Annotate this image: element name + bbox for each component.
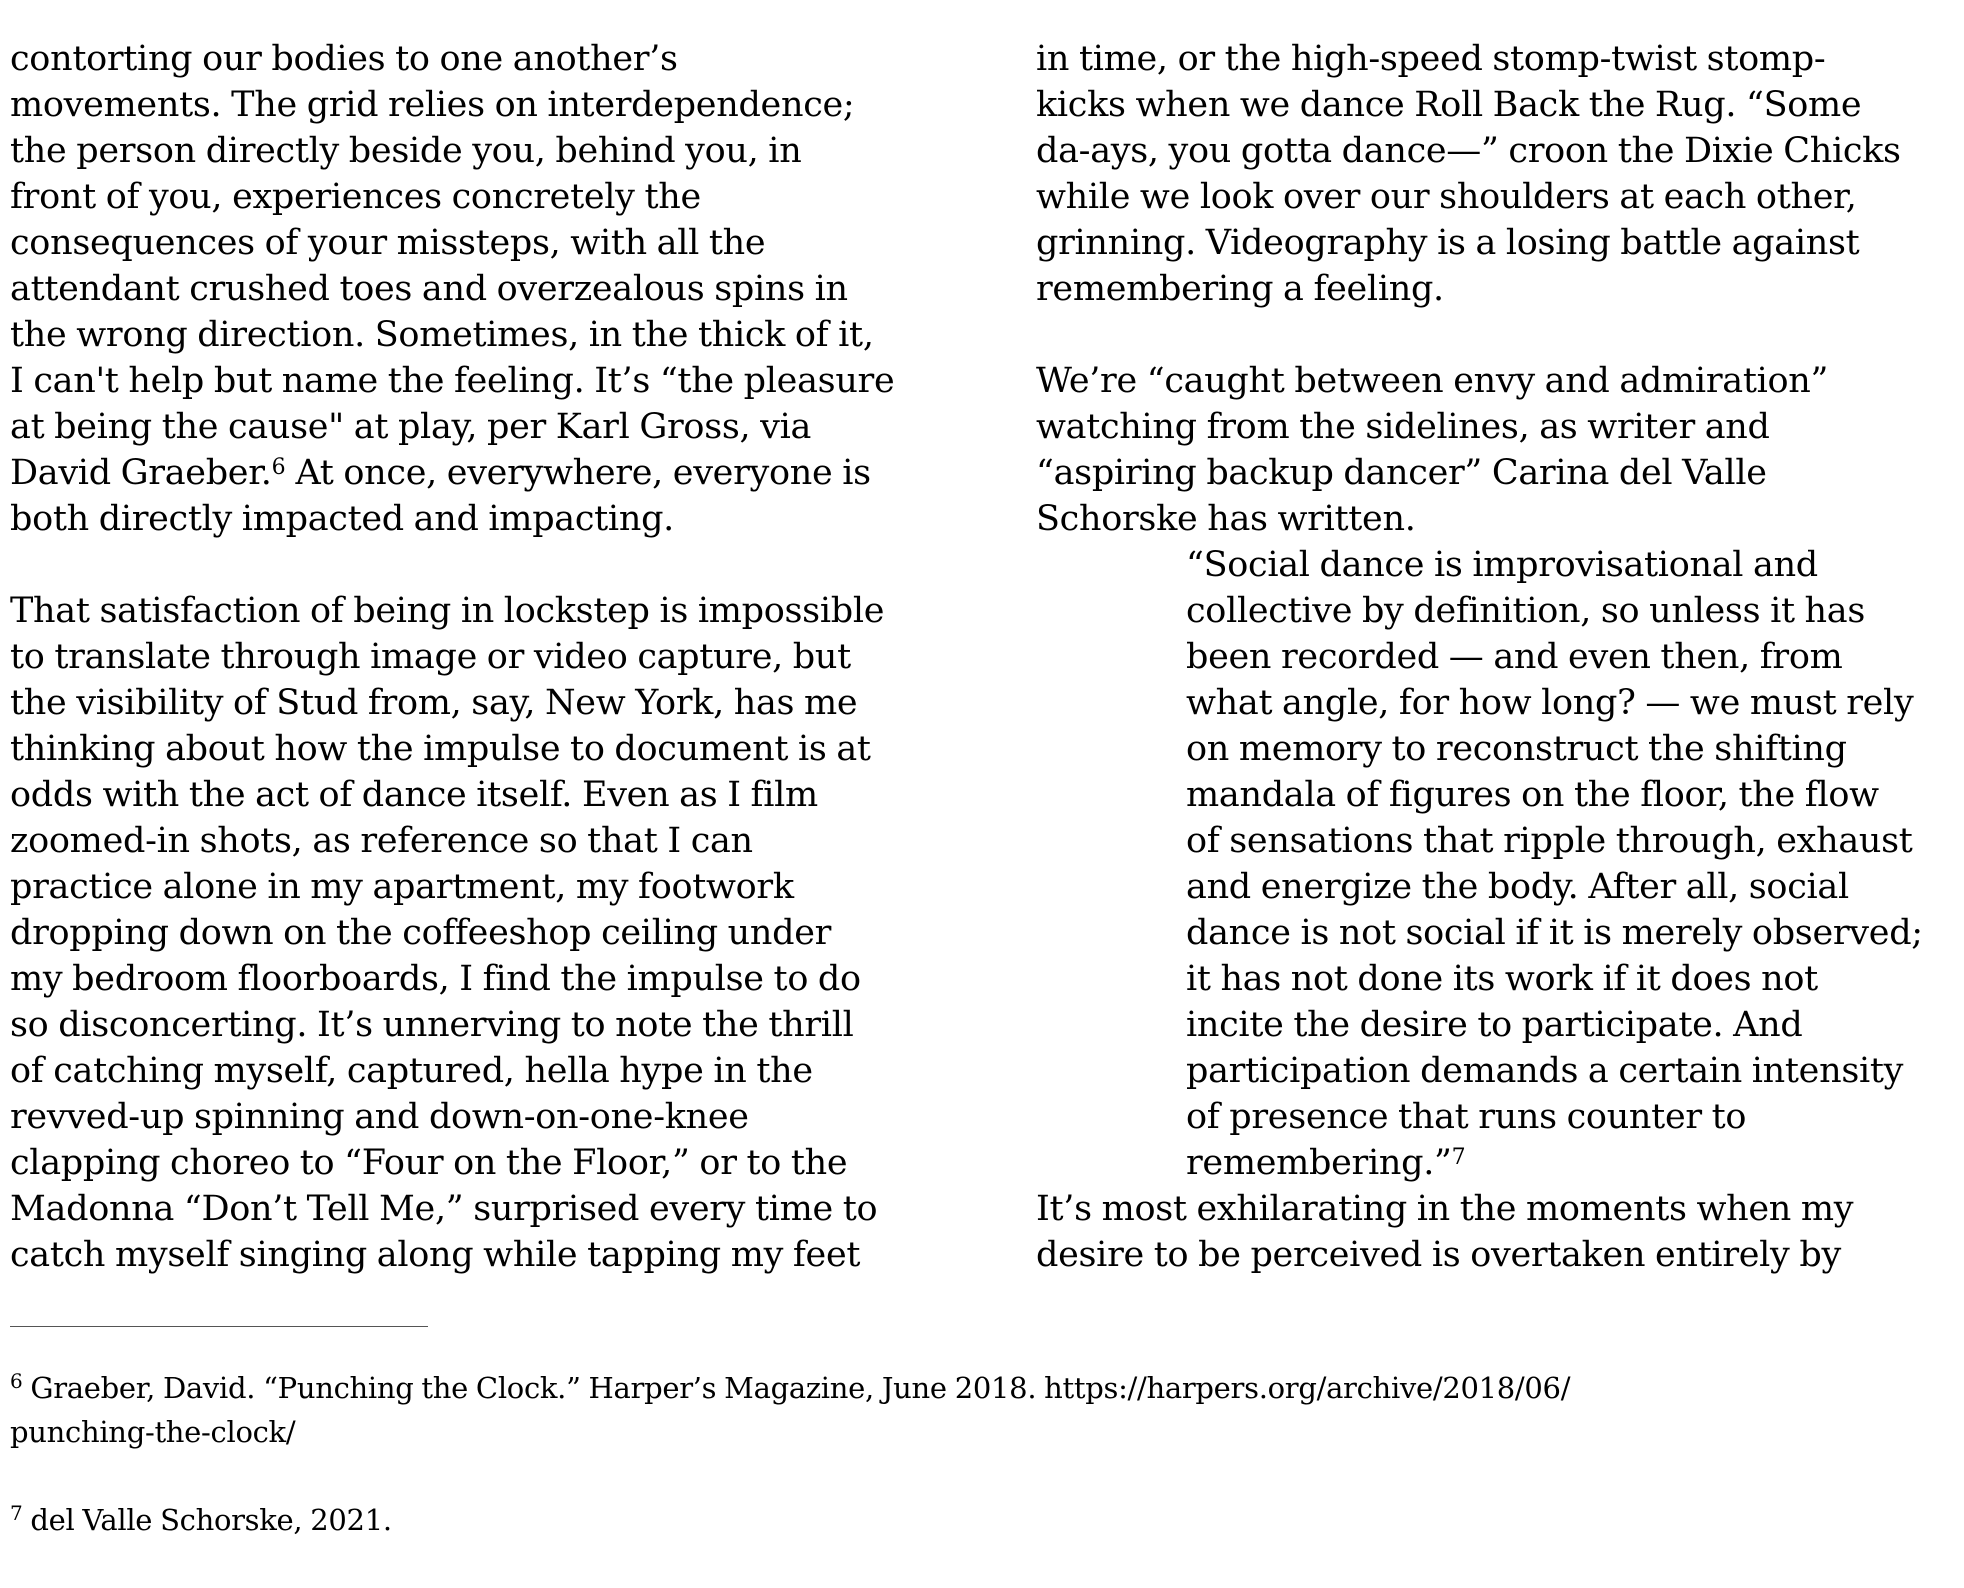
footnote-mark: 6 (10, 1369, 23, 1393)
text-line: my bedroom floorboards, I find the impulse to do (10, 959, 861, 999)
footnote-7 (10, 1498, 1950, 1542)
quote-line: mandala of figures on the floor, the flow (1186, 775, 1879, 815)
text-line: It’s most exhilarating in the moments when my (1036, 1189, 1854, 1229)
text-line: front of you, experiences concretely the (10, 177, 701, 217)
paragraph-exhilarating (1036, 1186, 1956, 1278)
text-line: movements. The grid relies on interdependence; (10, 85, 855, 125)
right-column (1036, 36, 1956, 1278)
text-line: kicks when we dance Roll Back the Rug. “Some (1036, 85, 1862, 125)
footnote-mark: 7 (10, 1501, 23, 1525)
text-line: Schorske has written. (1036, 499, 1416, 539)
text-line: so disconcerting. It’s unnerving to note the thrill (10, 1005, 854, 1045)
text-line-with-footnote (10, 450, 945, 496)
text-segment: At once, everywhere, everyone is (285, 453, 871, 493)
quote-line: been recorded — and even then, from (1186, 637, 1843, 677)
text-line: zoomed-in shots, as reference so that I can (10, 821, 753, 861)
footnote-divider (10, 1326, 428, 1327)
text-line: Madonna “Don’t Tell Me,” surprised every time to (10, 1189, 878, 1229)
quote-line: of sensations that ripple through, exhaust (1186, 821, 1913, 861)
text-line: odds with the act of dance itself. Even as I film (10, 775, 818, 815)
text-line: of catching myself, captured, hella hype in the (10, 1051, 813, 1091)
paragraph-envy-admiration (1036, 358, 1956, 542)
quote-line: participation demands a certain intensity (1186, 1051, 1904, 1091)
quote-line: of presence that runs counter to (1186, 1097, 1747, 1137)
quote-line: on memory to reconstruct the shifting (1186, 729, 1847, 769)
paragraph-videography (1036, 36, 1956, 312)
text-line: the visibility of Stud from, say, New York, has me (10, 683, 858, 723)
text-line: We’re “caught between envy and admiration” (1036, 361, 1829, 401)
quote-line-with-footnote (1186, 1140, 1956, 1186)
text-segment: remembering.” (1186, 1143, 1452, 1183)
footnote-text: Graeber, David. “Punching the Clock.” Harper’s Magazine, June 2018. https://harpers.org/archive/2018/06/ (22, 1371, 1571, 1405)
quote-line: dance is not social if it is merely observed; (1186, 913, 1923, 953)
footnote-text: del Valle Schorske, 2021. (22, 1503, 392, 1537)
text-line: practice alone in my apartment, my footwork (10, 867, 794, 907)
quote-line: what angle, for how long? — we must rely (1186, 683, 1914, 723)
text-line: da-ays, you gotta dance—” croon the Dixie Chicks (1036, 131, 1901, 171)
paragraph-grid-interdependence (10, 36, 945, 542)
left-column (10, 36, 945, 1278)
text-line: grinning. Videography is a losing battle against (1036, 223, 1860, 263)
quote-line: incite the desire to participate. And (1186, 1005, 1803, 1045)
text-line: at being the cause" at play, per Karl Gross, via (10, 407, 812, 447)
block-quote (1036, 542, 1956, 1186)
quote-line: it has not done its work if it does not (1186, 959, 1818, 999)
footnote-line: punching-the-clock/ (10, 1415, 296, 1449)
text-line: catch myself singing along while tapping my feet (10, 1235, 861, 1275)
text-line: both directly impacted and impacting. (10, 499, 674, 539)
text-line: consequences of your missteps, with all the (10, 223, 766, 263)
text-line: attendant crushed toes and overzealous spins in (10, 269, 848, 309)
text-line: to translate through image or video capture, but (10, 637, 851, 677)
text-line: I can't help but name the feeling. It’s “the pleasure (10, 361, 895, 401)
text-line: “aspiring backup dancer” Carina del Valle (1036, 453, 1767, 493)
text-line: the person directly beside you, behind you, in (10, 131, 802, 171)
text-line: in time, or the high-speed stomp-twist stomp- (1036, 39, 1826, 79)
text-line: clapping choreo to “Four on the Floor,” or to the (10, 1143, 848, 1183)
footnotes-section (10, 1366, 1950, 1542)
text-line: watching from the sidelines, as writer and (1036, 407, 1770, 447)
footnote-reference-7[interactable]: 7 (1451, 1145, 1466, 1170)
quote-line: and energize the body. After all, social (1186, 867, 1849, 907)
footnote-line (10, 1498, 1950, 1542)
text-line: remembering a feeling. (1036, 269, 1444, 309)
quote-line: “Social dance is improvisational and (1186, 545, 1818, 585)
footnote-line (10, 1366, 1950, 1410)
text-line: revved-up spinning and down-on-one-knee (10, 1097, 749, 1137)
text-line: That satisfaction of being in lockstep is impossible (10, 591, 885, 631)
text-line: contorting our bodies to one another’s (10, 39, 678, 79)
footnote-reference-6[interactable]: 6 (271, 455, 286, 480)
text-segment: David Graeber. (10, 453, 272, 493)
text-line: thinking about how the impulse to document is at (10, 729, 871, 769)
paragraph-lockstep (10, 588, 945, 1278)
text-line: dropping down on the coffeeshop ceiling under (10, 913, 832, 953)
text-line: while we look over our shoulders at each other, (1036, 177, 1857, 217)
text-line: the wrong direction. Sometimes, in the thick of it, (10, 315, 874, 355)
text-line: desire to be perceived is overtaken entirely by (1036, 1235, 1841, 1275)
footnote-6 (10, 1366, 1950, 1454)
quote-line: collective by definition, so unless it has (1186, 591, 1866, 631)
